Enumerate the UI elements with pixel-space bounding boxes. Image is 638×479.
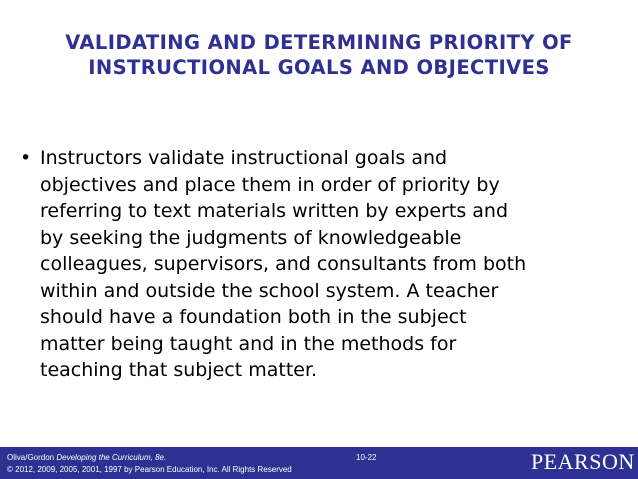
slide-title — [14, 30, 624, 80]
bullet-line: matter being taught and in the methods for — [40, 332, 457, 355]
title-line-1: VALIDATING AND DETERMINING PRIORITY OF — [65, 31, 573, 54]
bullet-icon: • — [20, 147, 32, 169]
bullet-line: Instructors validate instructional goals and — [40, 147, 448, 169]
page-number: 10-22 — [356, 453, 377, 462]
bullet-line: objectives and place them in order of priority by — [40, 173, 500, 196]
footer-book-title: Developing the Curriculum, 8e. — [56, 453, 167, 462]
bullet-line: referring to text materials written by experts and — [40, 200, 509, 222]
bullet-line: within and outside the school system. A teacher — [40, 279, 499, 302]
footer-citation — [7, 453, 166, 463]
bullet-line: colleagues, supervisors, and consultants from both — [40, 253, 527, 275]
bullet-line: teaching that subject matter. — [40, 359, 318, 381]
bullet-line: by seeking the judgments of knowledgeable — [40, 226, 462, 249]
bullet-line: should have a foundation both in the subject — [40, 306, 467, 328]
title-line-2: INSTRUCTIONAL GOALS AND OBJECTIVES — [88, 56, 550, 79]
footer-copyright: © 2012, 2009, 2005, 2001, 1997 by Pearson Education, Inc. All Rights Reserved — [7, 465, 292, 474]
bullet-text — [40, 145, 600, 384]
pearson-logo: PEARSON — [531, 449, 635, 474]
footer-authors: Oliva/Gordon — [7, 453, 57, 462]
